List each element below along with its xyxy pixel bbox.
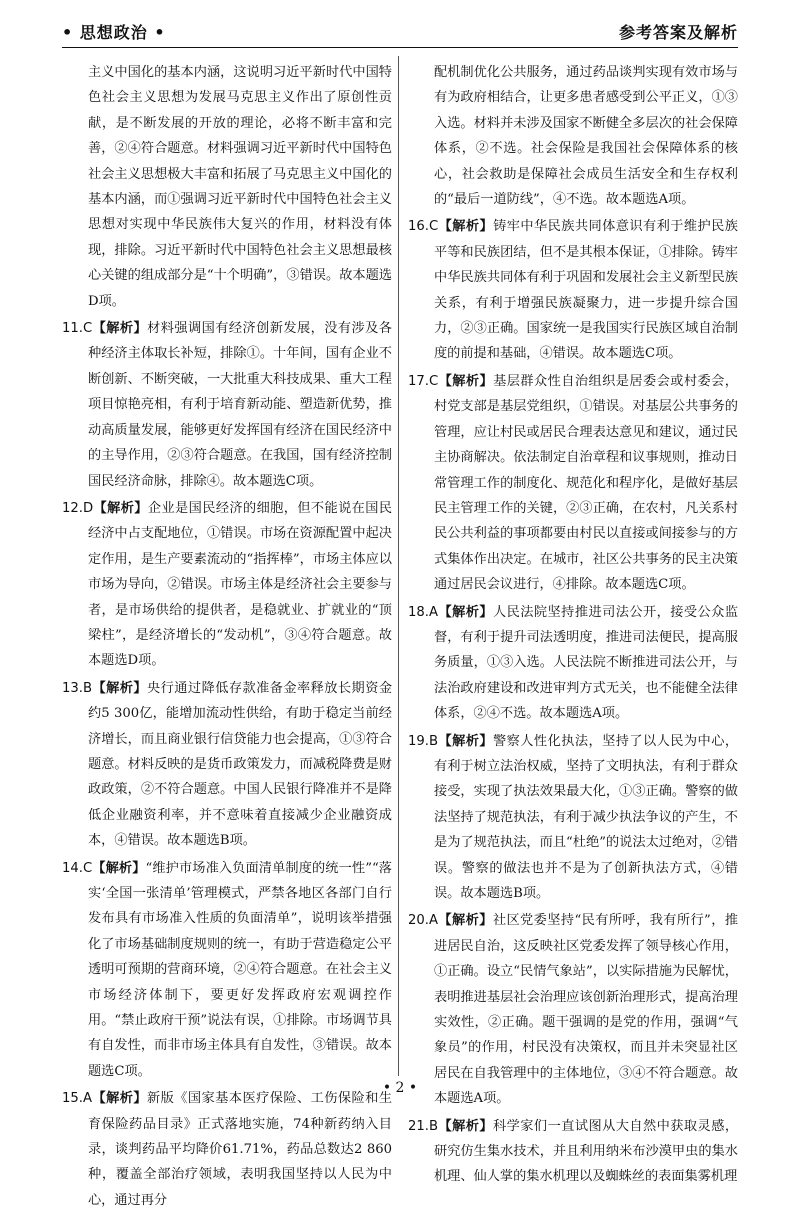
analysis-tag: 【解析】	[438, 913, 493, 929]
analysis-tag: 【解析】	[438, 373, 494, 389]
analysis-tag: 【解析】	[92, 860, 146, 876]
answer-paragraph	[62, 1086, 392, 1213]
answer-text: 社区党委坚持“民有所呼，我有所行”，推进居民自治，这反映社区党委发挥了领导核心作用，①正确。设立“民情气象站”，以实际措施为民解忧，表明推进基层社会治理应该创新治理形式，提高治理实效性，②正确。题干强调的是党的作用，强调“气象员”的作用，村民没有决策权，而且并未突显社区居民在自我管理中的主体地位，③④不符合题意。故本题选A项。	[434, 913, 739, 1107]
answer-paragraph	[62, 316, 392, 494]
question-number: 19.B	[408, 733, 439, 749]
analysis-tag: 【解析】	[438, 604, 493, 620]
question-number: 21.B	[408, 1118, 439, 1134]
section-title: 参考答案及解析	[618, 23, 738, 42]
question-number: 11.C	[62, 321, 93, 337]
page-header	[62, 18, 738, 48]
answer-text: 企业是国民经济的细胞，但不能说在国民经济中占支配地位，①错误。市场在资源配置中起决定作用，是生产要素流动的“指挥棒”，市场主体应以市场为导向，②错误。市场主体是经济社会主要参与者，是市场供给的提供者，是稳就业、扩就业的“顶梁柱”，是经济增长的“发动机”，③④符合题意。故本题选D项。	[88, 500, 393, 669]
answer-text: 新版《国家基本医疗保险、工伤保险和生育保险药品目录》正式落地实施，74种新药纳入目录，谈判药品平均降价61.71%，药品总数达2 860种，覆盖全部治疗领域，表明我国坚持以人民为中心，通过再分	[88, 1091, 393, 1208]
answer-paragraph	[408, 214, 738, 366]
answer-paragraph	[408, 369, 738, 598]
analysis-tag: 【解析】	[438, 733, 494, 749]
question-number: 15.A	[62, 1091, 92, 1107]
page-number: • 2 •	[382, 1080, 418, 1096]
question-number: 16.C	[408, 219, 439, 235]
answer-paragraph	[62, 60, 392, 314]
answer-paragraph	[408, 60, 738, 212]
answer-text: 铸牢中华民族共同体意识有利于维护民族平等和民族团结，但不是其根本保证，①排除。铸牢中华民族共同体有利于巩固和发展社会主义新型民族关系，有利于增强民族凝聚力，进一步提升综合国力，②③正确。国家统一是我国实行民族区域自治制度的前提和基础，④错误。故本题选C项。	[434, 219, 738, 362]
answer-text: 人民法院坚持推进司法公开，接受公众监督，有利于提升司法透明度，推进司法便民，提高服务质量，①③入选。人民法院不断推进司法公开，与法治政府建设和改进审判方式无关，也不能健全法律体系，②④不选。故本题选A项。	[434, 604, 739, 722]
question-number: 14.C	[62, 860, 93, 876]
answer-text: 央行通过降低存款准备金率释放长期资金约5 300亿，能增加流动性供给，有助于稳定当前经济增长，而且商业银行信贷能力也会提高，①③符合题意。材料反映的是货币政策发力，而减税降费是财政政策，②不符合题意。中国人民银行降准并不是降低企业融资利率，并不意味着直接减少企业融资成本，④错误。故本题选B项。	[88, 680, 393, 849]
answer-text: 科学家们一直试图从大自然中获取灵感，研究仿生集水技术，并且利用纳米布沙漠甲虫的集水机理、仙人掌的集水机理以及蜘蛛丝的表面集雾机理	[434, 1118, 739, 1185]
analysis-tag: 【解析】	[92, 1091, 147, 1107]
answer-text: 材料强调国有经济创新发展，没有涉及各种经济主体取长补短，排除①。十年间，国有企业不断创新、不断突破，一大批重大科技成果、重大工程项目惊艳亮相，有利于培育新动能、塑造新优势，推动高质量发展，能够更好发挥国有经济在国民经济中的主导作用，②③符合题意。在我国，国有经济控制国民经济命脉，排除④。故本题选C项。	[88, 321, 392, 489]
answer-text: “维护市场准入负面清单制度的统一性”“落实‘全国一张清单’管理模式，严禁各地区各部门自行发布具有市场准入性质的负面清单”，说明该举措强化了市场基础制度规则的统一，有助于营造稳定公平透明可预期的营商环境，②④符合题意。在社会主义市场经济体制下，要更好发挥政府宏观调控作用。“禁止政府干预”说法有误，①排除。市场调节具有自发性，而非市场主体具有自发性，③错误。故本题选C项。	[88, 860, 392, 1079]
analysis-tag: 【解析】	[93, 500, 148, 516]
answer-text: 配机制优化公共服务，通过药品谈判实现有效市场与有为政府相结合，让更多患者感受到公平正义，①③入选。材料并未涉及国家不断健全多层次的社会保障体系，②不选。社会保险是我国社会保障体系的核心，社会救助是保障社会成员生活安全和生存权利的“最后一道防线”，④不选。故本题选A项。	[434, 65, 738, 208]
answer-paragraph	[62, 856, 392, 1085]
question-number: 12.D	[62, 500, 94, 516]
question-number: 17.C	[408, 373, 439, 389]
column-divider	[398, 56, 399, 1076]
analysis-tag: 【解析】	[92, 321, 148, 337]
answer-paragraph	[408, 1114, 738, 1190]
analysis-tag: 【解析】	[92, 680, 148, 696]
right-column	[408, 60, 738, 1192]
answer-paragraph	[408, 600, 738, 727]
answer-paragraph	[62, 676, 392, 854]
question-number: 13.B	[62, 680, 93, 696]
analysis-tag: 【解析】	[438, 1118, 494, 1134]
answer-text: 警察人性化执法，坚持了以人民为中心，有利于树立法治权威，坚持了文明执法，有利于群众接受，实现了执法效果最大化，①③正确。警察的做法坚持了规范执法，有利于减少执法争议的产生，不是为了规范执法，而且“杜绝”的说法太过绝对，②错误。警察的做法也并不是为了创新执法方式，④错误。故本题选B项。	[434, 733, 739, 901]
analysis-tag: 【解析】	[438, 219, 494, 235]
answer-paragraph	[408, 729, 738, 907]
answer-text: 主义中国化的基本内涵，这说明习近平新时代中国特色社会主义思想为发展马克思主义作出了原创性贡献，是不断发展的开放的理论，必将不断丰富和完善，②④符合题意。材料强调习近平新时代中国特色社会主义思想极大丰富和拓展了马克思主义中国化的基本内涵，而①强调习近平新时代中国特色社会主义思想对实现中华民族伟大复兴的作用，材料没有体现，排除。习近平新时代中国特色社会主义思想最核心关键的组成部分是“十个明确”，③错误。故本题选D项。	[88, 65, 392, 309]
answer-paragraph	[62, 496, 392, 674]
question-number: 20.A	[408, 913, 438, 929]
answer-text: 基层群众性自治组织是居委会或村委会，村党支部是基层党组织，①错误。对基层公共事务的管理，应让村民或居民合理表达意见和建议，通过民主协商解决。依法制定自治章程和议事规则，推动日常管理工作的制度化、规范化和程序化，是做好基层民主管理工作的关键，②③正确，在农村，凡关系村民公共利益的事项都要由村民以直接或间接参与的方式集体作出决定。在城市，社区公共事务的民主决策通过居民会议进行，④排除。故本题选C项。	[434, 373, 738, 593]
left-column	[62, 60, 392, 1215]
question-number: 18.A	[408, 604, 438, 620]
subject-title: • 思想政治 •	[62, 23, 166, 42]
